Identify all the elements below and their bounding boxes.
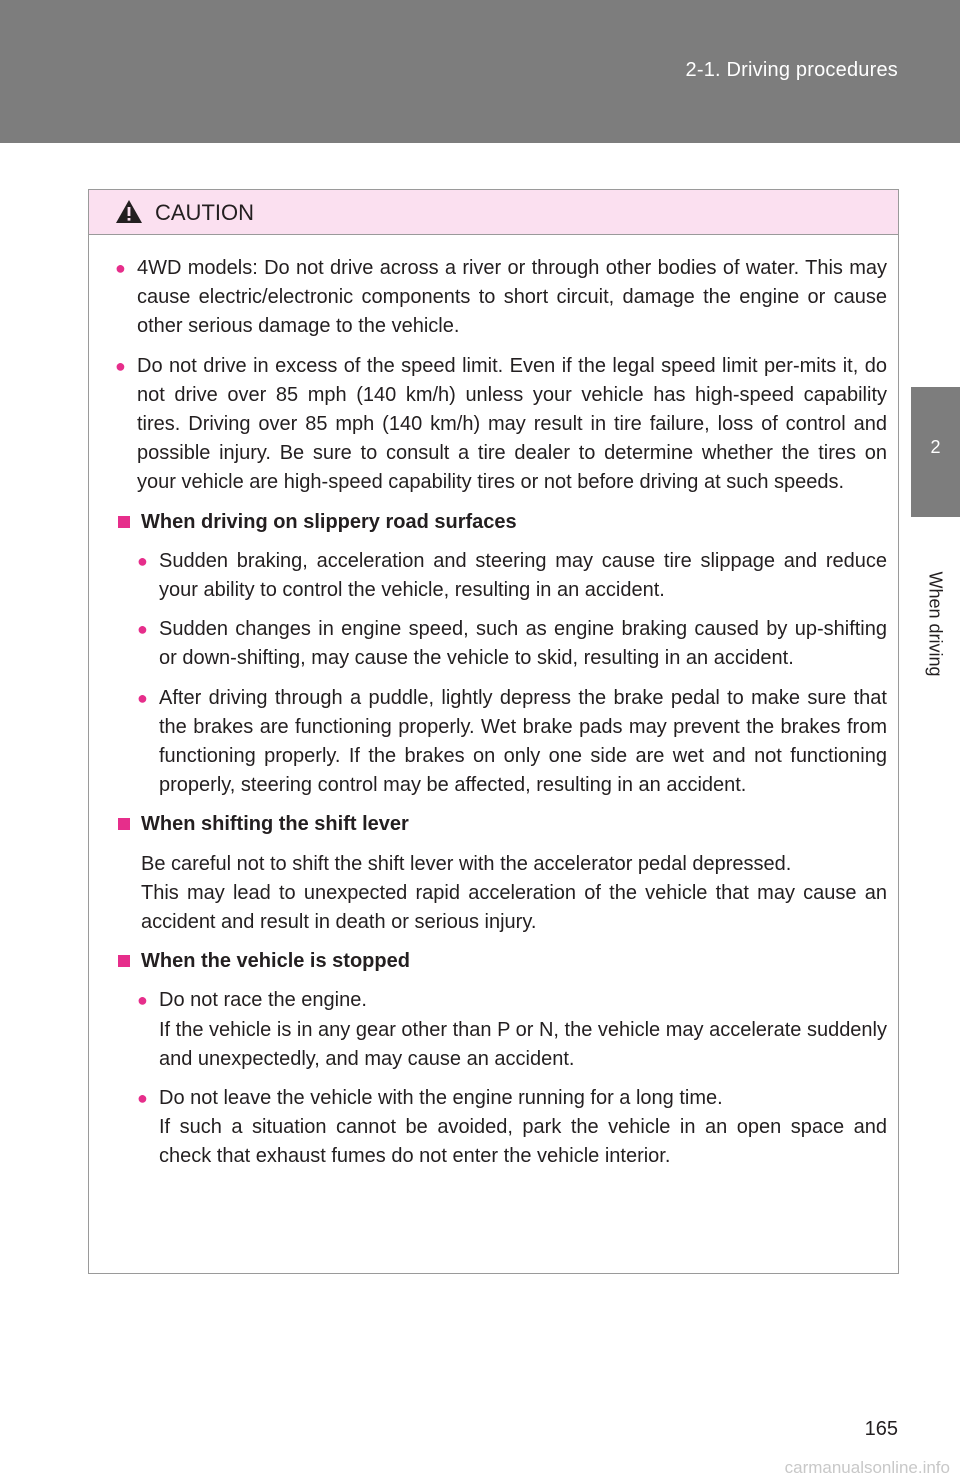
paragraph: Be careful not to shift the shift lever with the accelerator pedal depressed.	[141, 852, 792, 875]
list-item	[115, 254, 887, 342]
warning-triangle-icon	[115, 199, 143, 224]
bullet-icon: ●	[137, 687, 148, 708]
square-bullet-icon	[118, 818, 130, 830]
bullet-text: If such a situation cannot be avoided, park the vehicle in an open space and check that exhaust fumes do not enter the vehicle interior.	[159, 1116, 887, 1168]
chapter-label-tab	[911, 519, 960, 729]
square-bullet-icon	[118, 955, 130, 967]
bullet-icon: ●	[137, 990, 148, 1011]
bullet-text: 4WD models: Do not drive across a river or through other bodies of water. This may cause electric/electronic components to short circuit, damage the engine or cause other serious damage to the vehicle.	[137, 257, 887, 338]
bullet-text: Do not leave the vehicle with the engine running for a long time.	[159, 1087, 723, 1110]
list-item	[137, 1084, 887, 1172]
square-bullet-icon	[118, 516, 130, 528]
section-title: 2-1. Driving procedures	[685, 59, 898, 81]
bullet-icon: ●	[115, 258, 126, 278]
watermark: carmanualsonline.info	[784, 1458, 950, 1477]
bullet-text: Do not drive in excess of the speed limit. Even if the legal speed limit per-mits it, do not drive over 85 mph (140 km/h) unless your vehicle has high-speed capability tires. Driving over 85 mph (140 km/h) may result in tire failure, loss of control and possible injury. Be sure to consult a tire dealer to determine whether the tires on your vehicle are high-speed capability tires or not before driving at such speeds.	[137, 354, 887, 494]
bullet-text: Sudden braking, acceleration and steering may cause tire slippage and reduce your ability to control the vehicle, resulting in an accident.	[159, 549, 887, 602]
list-item	[137, 615, 887, 673]
caution-header	[89, 190, 898, 235]
section-heading: When shifting the shift lever	[118, 810, 887, 839]
bullet-text: If the vehicle is in any gear other than P or N, the vehicle may accelerate suddenly and unexpectedly, and may cause an accident.	[159, 1018, 887, 1070]
section-heading: When the vehicle is stopped	[118, 947, 887, 976]
section-slippery-roads	[115, 508, 887, 801]
caution-box	[88, 189, 899, 1274]
paragraph: This may lead to unexpected rapid acceleration of the vehicle that may cause an accident and result in death or serious injury.	[141, 881, 887, 934]
chapter-label: When driving	[925, 571, 946, 677]
bullet-icon: ●	[115, 355, 126, 376]
bullet-text: Sudden changes in engine speed, such as engine braking caused by up-shifting or down-shifting, may cause the vehicle to skid, resulting in an accident.	[159, 618, 887, 670]
caution-title: CAUTION	[155, 200, 254, 225]
section-shift-lever	[115, 810, 887, 937]
bullet-icon: ●	[137, 1088, 148, 1109]
page-number: 165	[864, 1418, 898, 1440]
bullet-text: After driving through a puddle, lightly depress the brake pedal to make sure that the brakes are functioning properly. Wet brake pads may prevent the brakes from functioning properly. If the brakes on only one side are wet and not functioning properly, steering control may be affected, resulting in an accident.	[159, 686, 887, 797]
list-item	[137, 684, 887, 801]
chapter-number: 2	[930, 437, 941, 457]
side-tab-spacer	[911, 143, 960, 385]
list-item	[115, 352, 887, 498]
bullet-icon: ●	[137, 550, 148, 571]
bullet-icon: ●	[137, 619, 148, 640]
bullet-text: Do not race the engine.	[159, 989, 367, 1012]
chapter-tab[interactable]	[911, 387, 960, 517]
section-vehicle-stopped	[115, 947, 887, 1171]
caution-body	[89, 235, 898, 1172]
list-item	[137, 547, 887, 605]
list-item	[137, 986, 887, 1074]
section-heading: When driving on slippery road surfaces	[118, 508, 887, 537]
